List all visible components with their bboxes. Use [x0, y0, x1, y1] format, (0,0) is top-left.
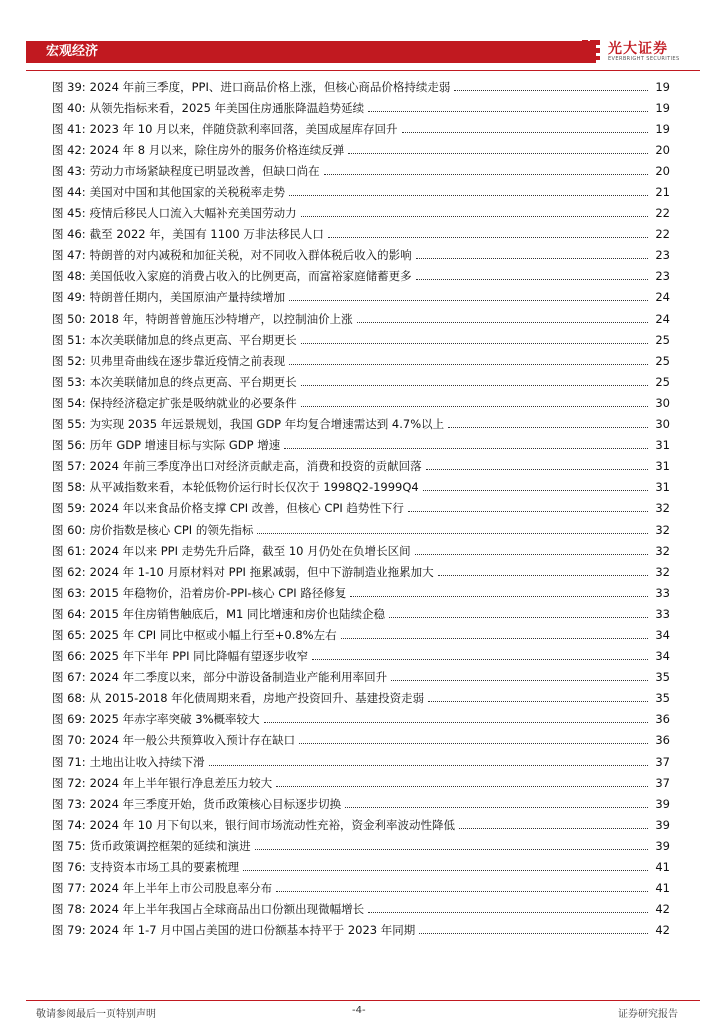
figure-title: 土地出让收入持续下滑	[89, 754, 205, 769]
figure-list	[52, 76, 670, 941]
figure-title: 2018 年，特朗普曾施压沙特增产，以控制油价上涨	[89, 311, 353, 326]
figure-title: 从领先指标来看，2025 年美国住房通胀降温趋势延续	[89, 100, 365, 115]
footer-divider	[26, 1000, 700, 1001]
figure-number: 图 53:	[52, 374, 86, 389]
toc-entry[interactable]	[52, 245, 670, 266]
figure-number: 图 71:	[52, 754, 86, 769]
figure-number: 图 58:	[52, 480, 86, 495]
figure-number: 图 51:	[52, 332, 86, 347]
page-ref: 41	[655, 881, 670, 896]
dot-leader	[348, 140, 648, 154]
figure-number: 图 63:	[52, 585, 86, 600]
figure-number: 图 72:	[52, 775, 86, 790]
toc-entry[interactable]	[52, 97, 670, 118]
page-ref: 22	[655, 227, 670, 242]
page-ref: 25	[655, 374, 670, 389]
figure-title: 2024 年以来食品价格支撑 CPI 改善，但核心 CPI 趋势性下行	[89, 501, 404, 516]
dot-leader	[419, 920, 648, 934]
toc-entry[interactable]	[52, 308, 670, 329]
toc-entry[interactable]	[52, 624, 670, 645]
figure-title: 历年 GDP 增速目标与实际 GDP 增速	[89, 438, 281, 453]
page-ref: 35	[655, 691, 670, 706]
figure-number: 图 64:	[52, 606, 86, 621]
figure-title: 2024 年前三季度，PPI、进口商品价格上涨，但核心商品价格持续走弱	[89, 79, 451, 94]
dot-leader	[328, 224, 648, 238]
figure-title: 从平减指数来看，本轮低物价运行时长仅次于 1998Q2-1999Q4	[89, 480, 419, 495]
figure-title: 2015 年稳物价，沿着房价-PPI-核心 CPI 路径修复	[89, 585, 347, 600]
header-divider	[26, 70, 700, 71]
figure-number: 图 50:	[52, 311, 86, 326]
figure-title: 特朗普的对内减税和加征关税，对不同收入群体税后收入的影响	[89, 248, 412, 263]
figure-number: 图 40:	[52, 100, 86, 115]
dot-leader	[428, 688, 648, 702]
page-ref: 30	[655, 417, 670, 432]
figure-number: 图 57:	[52, 459, 86, 474]
figure-number: 图 65:	[52, 627, 86, 642]
figure-number: 图 70:	[52, 733, 86, 748]
footer-report-type: 证券研究报告	[618, 1009, 678, 1020]
toc-entry[interactable]	[52, 519, 670, 540]
figure-title: 2024 年前三季度净出口对经济贡献走高，消费和投资的贡献回落	[89, 459, 422, 474]
figure-number: 图 66:	[52, 649, 86, 664]
figure-number: 图 43:	[52, 163, 86, 178]
figure-title: 2024 年 10 月下旬以来，银行间市场流动性充裕，资金利率波动性降低	[89, 817, 456, 832]
page-ref: 33	[655, 585, 670, 600]
toc-entry[interactable]	[52, 76, 670, 97]
figure-number: 图 55:	[52, 417, 86, 432]
page-header	[0, 0, 724, 75]
toc-entry[interactable]	[52, 772, 670, 793]
toc-entry[interactable]	[52, 920, 670, 941]
figure-title: 2024 年上半年上市公司股息率分布	[89, 881, 273, 896]
figure-number: 图 49:	[52, 290, 86, 305]
page-ref: 31	[655, 480, 670, 495]
page-ref: 19	[655, 100, 670, 115]
brand-logo	[580, 36, 700, 66]
figure-number: 图 78:	[52, 902, 86, 917]
figure-number: 图 68:	[52, 691, 86, 706]
dot-leader	[459, 815, 648, 829]
toc-entry[interactable]	[52, 688, 670, 709]
figure-title: 2024 年三季度开始，货币政策核心目标逐步切换	[89, 796, 342, 811]
toc-entry[interactable]	[52, 751, 670, 772]
page-ref: 32	[655, 564, 670, 579]
figure-number: 图 60:	[52, 522, 86, 537]
figure-number: 图 41:	[52, 121, 86, 136]
dot-leader	[416, 245, 648, 259]
dot-leader	[368, 98, 648, 112]
figure-number: 图 45:	[52, 206, 86, 221]
dot-leader	[415, 541, 648, 555]
dot-leader	[289, 182, 648, 196]
dot-leader	[423, 477, 648, 491]
toc-entry[interactable]	[52, 350, 670, 371]
figure-title: 货币政策调控框架的延续和演进	[89, 838, 251, 853]
figure-title: 2023 年 10 月以来，伴随贷款利率回落，美国成屋库存回升	[89, 121, 398, 136]
toc-entry[interactable]	[52, 287, 670, 308]
section-title: 宏观经济	[46, 44, 99, 59]
footer-disclaimer: 敬请参阅最后一页特别声明	[36, 1009, 156, 1020]
figure-title: 特朗普任期内，美国原油产量持续增加	[89, 290, 286, 305]
toc-entry[interactable]	[52, 329, 670, 350]
page-ref: 41	[655, 860, 670, 875]
toc-entry[interactable]	[52, 730, 670, 751]
logo-text: 光大证券	[608, 41, 668, 57]
toc-entry[interactable]	[52, 392, 670, 413]
dot-leader	[312, 646, 648, 660]
dot-leader	[341, 625, 648, 639]
page-ref: 24	[655, 290, 670, 305]
dot-leader	[416, 266, 648, 280]
page-ref: 23	[655, 269, 670, 284]
page-ref: 19	[655, 121, 670, 136]
page-ref: 37	[655, 775, 670, 790]
toc-entry[interactable]	[52, 118, 670, 139]
figure-title: 美国低收入家庭的消费占收入的比例更高，而富裕家庭储蓄更多	[89, 269, 412, 284]
toc-entry[interactable]	[52, 709, 670, 730]
dot-leader	[357, 309, 648, 323]
toc-entry[interactable]	[52, 160, 670, 181]
figure-number: 图 54:	[52, 395, 86, 410]
dot-leader	[255, 836, 648, 850]
dot-leader	[301, 203, 648, 217]
figure-title: 本次美联储加息的终点更高、平台期更长	[89, 332, 297, 347]
figure-title: 房价指数是核心 CPI 的领先指标	[89, 522, 254, 537]
toc-entry[interactable]	[52, 603, 670, 624]
page-ref: 31	[655, 438, 670, 453]
figure-number: 图 69:	[52, 712, 86, 727]
page-ref: 32	[655, 522, 670, 537]
logo-subtext: EVERBRIGHT SECURITIES	[608, 56, 680, 62]
figure-title: 本次美联储加息的终点更高、平台期更长	[89, 374, 297, 389]
page-ref: 34	[655, 649, 670, 664]
dot-leader	[301, 330, 648, 344]
page-ref: 39	[655, 817, 670, 832]
logo-mark-icon	[580, 38, 602, 62]
dot-leader	[448, 414, 648, 428]
page-ref: 31	[655, 459, 670, 474]
toc-entry[interactable]	[52, 835, 670, 856]
dot-leader	[209, 752, 648, 766]
dot-leader	[289, 287, 648, 301]
figure-number: 图 48:	[52, 269, 86, 284]
dot-leader	[345, 794, 648, 808]
figure-number: 图 46:	[52, 227, 86, 242]
toc-entry[interactable]	[52, 667, 670, 688]
page-ref: 37	[655, 754, 670, 769]
figure-title: 截至 2022 年，美国有 1100 万非法移民人口	[89, 227, 324, 242]
dot-leader	[324, 161, 648, 175]
figure-title: 美国对中国和其他国家的关税税率走势	[89, 185, 286, 200]
toc-entry[interactable]	[52, 435, 670, 456]
figure-number: 图 39:	[52, 79, 86, 94]
figure-number: 图 74:	[52, 817, 86, 832]
dot-leader	[264, 709, 649, 723]
figure-number: 图 75:	[52, 838, 86, 853]
figure-title: 保持经济稳定扩张是吸纳就业的必要条件	[89, 395, 297, 410]
toc-entry[interactable]	[52, 561, 670, 582]
dot-leader	[454, 77, 648, 91]
figure-title: 2024 年以来 PPI 走势先升后降，截至 10 月仍处在负增长区间	[89, 543, 411, 558]
figure-number: 图 76:	[52, 860, 86, 875]
toc-entry[interactable]	[52, 856, 670, 877]
toc-entry[interactable]	[52, 371, 670, 392]
dot-leader	[391, 667, 648, 681]
figure-title: 劳动力市场紧缺程度已明显改善，但缺口尚在	[89, 163, 320, 178]
toc-entry[interactable]	[52, 266, 670, 287]
dot-leader	[368, 899, 648, 913]
page-ref: 42	[655, 923, 670, 938]
figure-title: 2024 年 1-7 月中国占美国的进口份额基本持平于 2023 年同期	[89, 923, 416, 938]
figure-title: 为实现 2035 年远景规划，我国 GDP 年均复合增速需达到 4.7%以上	[89, 417, 445, 432]
dot-leader	[276, 878, 648, 892]
figure-number: 图 79:	[52, 923, 86, 938]
dot-leader	[350, 583, 648, 597]
page-ref: 32	[655, 501, 670, 516]
toc-entry[interactable]	[52, 181, 670, 202]
page-ref: 24	[655, 311, 670, 326]
page-ref: 32	[655, 543, 670, 558]
dot-leader	[389, 604, 648, 618]
page-ref: 33	[655, 606, 670, 621]
toc-entry[interactable]	[52, 582, 670, 603]
figure-title: 2024 年二季度以来，部分中游设备制造业产能利用率回升	[89, 670, 388, 685]
figure-title: 2024 年 1-10 月原材料对 PPI 拖累减弱，但中下游制造业拖累加大	[89, 564, 434, 579]
toc-entry[interactable]	[52, 498, 670, 519]
figure-number: 图 77:	[52, 881, 86, 896]
toc-entry[interactable]	[52, 477, 670, 498]
dot-leader	[438, 562, 648, 576]
dot-leader	[289, 351, 648, 365]
dot-leader	[301, 372, 648, 386]
figure-number: 图 67:	[52, 670, 86, 685]
toc-entry[interactable]	[52, 203, 670, 224]
figure-number: 图 44:	[52, 185, 86, 200]
dot-leader	[299, 730, 648, 744]
figure-number: 图 52:	[52, 353, 86, 368]
dot-leader	[426, 456, 648, 470]
page-ref: 20	[655, 142, 670, 157]
figure-title: 2015 年住房销售触底后，M1 同比增速和房价也陆续企稳	[89, 606, 385, 621]
toc-entry[interactable]	[52, 793, 670, 814]
figure-number: 图 62:	[52, 564, 86, 579]
dot-leader	[402, 119, 648, 133]
toc-entry[interactable]	[52, 456, 670, 477]
toc-entry[interactable]	[52, 414, 670, 435]
figure-number: 图 47:	[52, 248, 86, 263]
toc-entry[interactable]	[52, 540, 670, 561]
dot-leader	[408, 498, 648, 512]
figure-title: 2024 年上半年银行净息差压力较大	[89, 775, 273, 790]
figure-number: 图 73:	[52, 796, 86, 811]
page-ref: 36	[655, 712, 670, 727]
figure-number: 图 42:	[52, 142, 86, 157]
toc-entry[interactable]	[52, 646, 670, 667]
toc-entry[interactable]	[52, 139, 670, 160]
page-ref: 23	[655, 248, 670, 263]
figure-number: 图 56:	[52, 438, 86, 453]
page-ref: 39	[655, 838, 670, 853]
section-banner	[26, 41, 596, 63]
figure-title: 2025 年 CPI 同比中枢或小幅上行至+0.8%左右	[89, 627, 337, 642]
page-number: -4-	[352, 1005, 366, 1016]
figure-title: 2024 年上半年我国占全球商品出口份额出现微幅增长	[89, 902, 365, 917]
page-ref: 20	[655, 163, 670, 178]
figure-title: 支持资本市场工具的要素梳理	[89, 860, 240, 875]
page-ref: 36	[655, 733, 670, 748]
page-ref: 25	[655, 332, 670, 347]
dot-leader	[276, 773, 648, 787]
figure-title: 从 2015-2018 年化债周期来看，房地产投资回升、基建投资走弱	[89, 691, 425, 706]
figure-number: 图 61:	[52, 543, 86, 558]
page-ref: 35	[655, 670, 670, 685]
figure-number: 图 59:	[52, 501, 86, 516]
figure-title: 2025 年下半年 PPI 同比降幅有望逐步收窄	[89, 649, 309, 664]
toc-entry[interactable]	[52, 878, 670, 899]
page-ref: 34	[655, 627, 670, 642]
figure-title: 2024 年一般公共预算收入预计存在缺口	[89, 733, 296, 748]
page-ref: 39	[655, 796, 670, 811]
figure-title: 疫情后移民人口流入大幅补充美国劳动力	[89, 206, 297, 221]
page-ref: 19	[655, 79, 670, 94]
toc-entry[interactable]	[52, 814, 670, 835]
dot-leader	[257, 520, 648, 534]
dot-leader	[243, 857, 648, 871]
dot-leader	[301, 393, 648, 407]
toc-entry[interactable]	[52, 899, 670, 920]
page-ref: 30	[655, 395, 670, 410]
figure-title: 贝弗里奇曲线在逐步靠近疫情之前表现	[89, 353, 286, 368]
figure-title: 2025 年赤字率突破 3%概率较大	[89, 712, 260, 727]
page-ref: 21	[655, 185, 670, 200]
dot-leader	[284, 435, 648, 449]
toc-entry[interactable]	[52, 224, 670, 245]
page-ref: 42	[655, 902, 670, 917]
page-ref: 22	[655, 206, 670, 221]
figure-title: 2024 年 8 月以来，除住房外的服务价格连续反弹	[89, 142, 345, 157]
page-ref: 25	[655, 353, 670, 368]
